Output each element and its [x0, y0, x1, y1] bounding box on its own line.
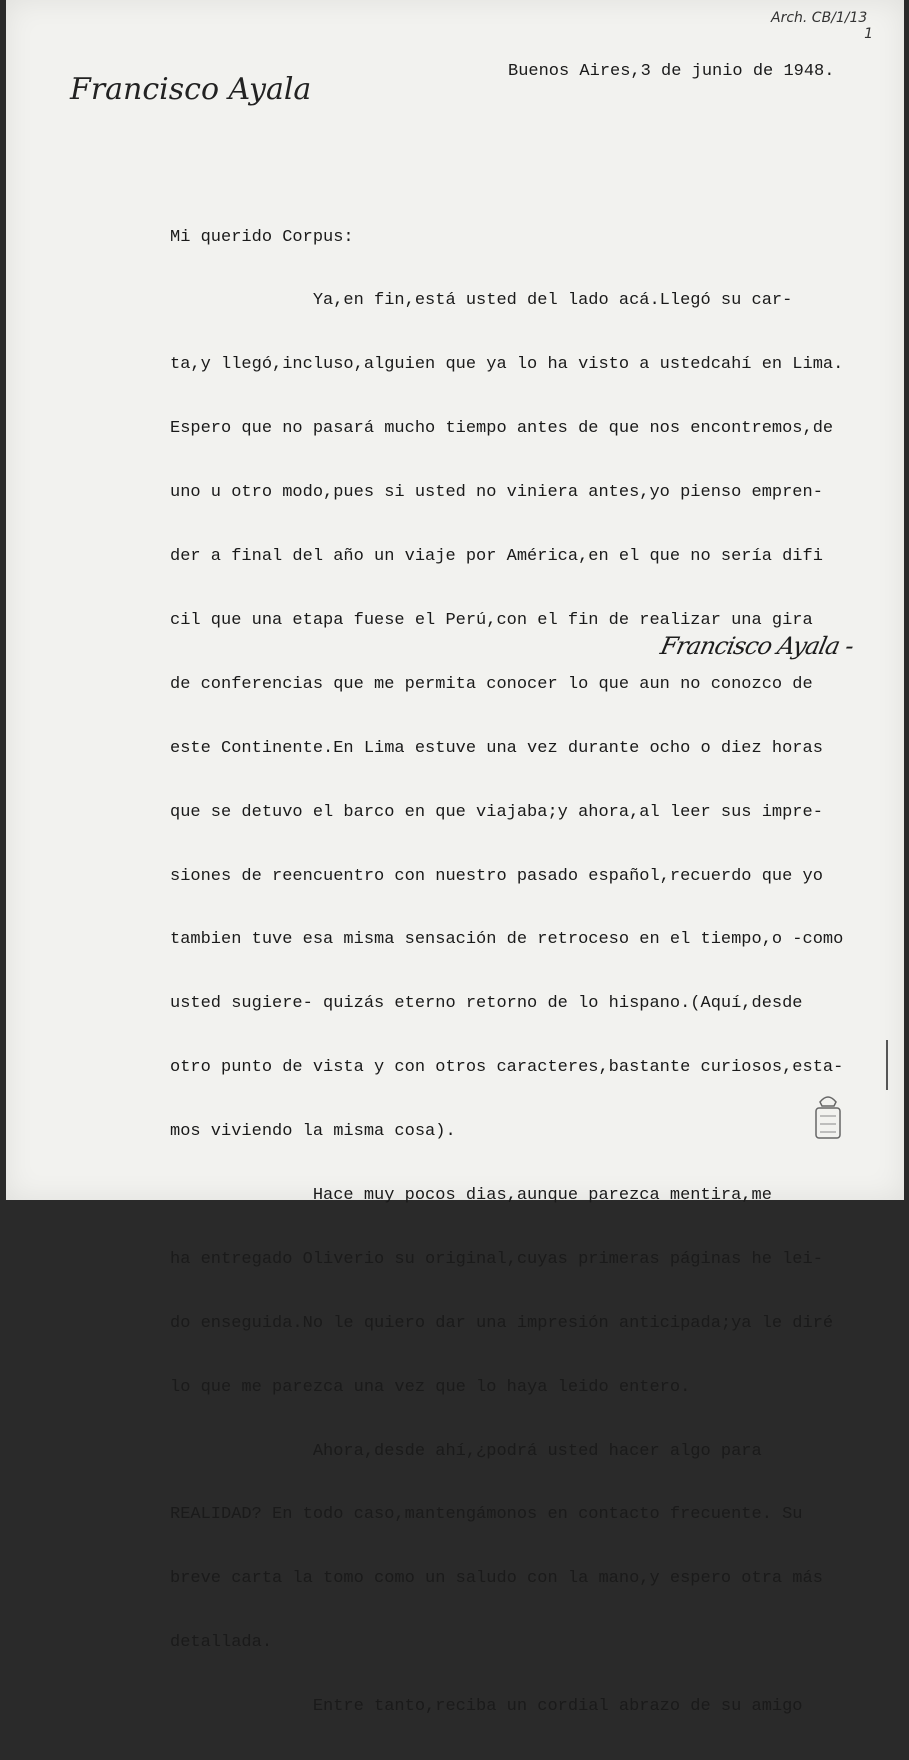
body-line: lo que me parezca una vez que lo haya leido entero.: [170, 1377, 691, 1397]
archive-annotation: [771, 10, 881, 42]
body-line: Mi querido Corpus:: [170, 227, 354, 247]
body-line: ha entregado Oliverio su original,cuyas primeras páginas he lei-: [170, 1249, 823, 1269]
body-line: Entre tanto,reciba un cordial abrazo de su amigo: [170, 1697, 803, 1717]
handwritten-signature: Francisco Ayala -: [658, 632, 856, 660]
body-line: mos viviendo la misma cosa).: [170, 1122, 456, 1142]
body-line: Ahora,desde ahí,¿podrá usted hacer algo para: [170, 1441, 762, 1461]
body-line: Espero que no pasará mucho tiempo antes de que nos encontremos,de: [170, 419, 834, 439]
body-line: do enseguida.No le quiero dar una impresión anticipada;ya le diré: [170, 1313, 834, 1333]
body-line: siones de reencuentro con nuestro pasado español,recuerdo que yo: [170, 866, 823, 886]
dateline: Buenos Aires,3 de junio de 1948.: [508, 62, 835, 81]
body-line: uno u otro modo,pues si usted no viniera antes,yo pienso empren-: [170, 483, 823, 503]
body-line: otro punto de vista y con otros caracteres,bastante curiosos,esta-: [170, 1058, 844, 1078]
archive-stamp-icon: [810, 1090, 846, 1146]
letter-page: [6, 0, 904, 1717]
body-line: REALIDAD? En todo caso,mantengámonos en contacto frecuente. Su: [170, 1505, 803, 1525]
body-line: tambien tuve esa misma sensación de retroceso en el tiempo,o -como: [170, 930, 844, 950]
body-line: cil que una etapa fuese el Perú,con el fin de realizar una gira: [170, 610, 813, 630]
body-line: usted sugiere- quizás eterno retorno de lo hispano.(Aquí,desde: [170, 994, 803, 1014]
body-line: ta,y llegó,incluso,alguien que ya lo ha visto a ustedcahí en Lima.: [170, 355, 844, 375]
page-number: 1: [864, 26, 873, 42]
body-line: que se detuvo el barco en que viajaba;y ahora,al leer sus impre-: [170, 802, 823, 822]
body-line: der a final del año un viaje por América,en el que no sería difi: [170, 547, 823, 567]
archive-reference: Arch. CB/1/13: [771, 10, 868, 26]
edge-mark: [886, 1040, 888, 1090]
body-line: Ya,en fin,está usted del lado acá.Llegó su car-: [170, 291, 793, 311]
body-line: este Continente.En Lima estuve una vez durante ocho o diez horas: [170, 738, 823, 758]
body-line: breve carta la tomo como un saludo con la mano,y espero otra más: [170, 1569, 823, 1589]
body-line: Hace muy pocos dias,aunque parezca mentira,me: [170, 1185, 772, 1205]
body-line: de conferencias que me permita conocer lo que aun no conozco de: [170, 674, 813, 694]
letterhead-name: Francisco Ayala: [70, 72, 312, 107]
letter-body: [170, 184, 900, 1760]
body-line: detallada.: [170, 1633, 273, 1653]
